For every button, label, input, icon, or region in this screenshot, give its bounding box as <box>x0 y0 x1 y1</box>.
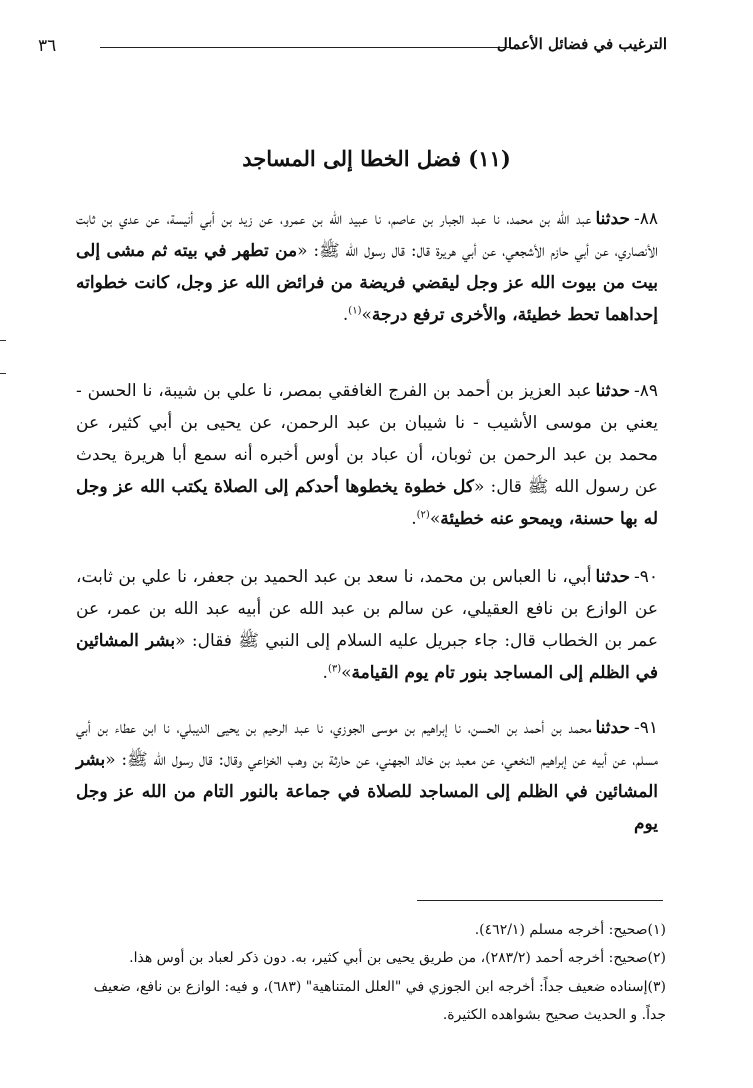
hadith-quote-close: » <box>429 509 441 529</box>
running-title: الترغيب في فضائل الأعمال <box>496 35 667 53</box>
footnote-1: (١)صحيح: أخرجه مسلم (٤٦٢/١). <box>474 922 666 938</box>
hadith-quote-close: » <box>341 663 352 683</box>
footnote-separator <box>417 900 663 901</box>
footnotes <box>76 916 666 1029</box>
running-header <box>38 34 667 60</box>
footnote-3: (٣)إسناده ضعيف جداً: أخرجه ابن الجوزي في "العلل المتناهية" (٦٨٣)، و فيه: الوازع بن نافع، ضعيف جداً. و الحديث صحيح بشواهده الكثيرة. <box>93 979 666 1023</box>
header-rule <box>100 47 515 48</box>
hadith-number: ٩٠- <box>633 567 658 587</box>
hadith-end: . <box>322 663 328 683</box>
hadith-lead-word: حدثنا <box>595 209 630 229</box>
footnote-ref: (٢) <box>416 509 430 521</box>
footnote-ref: (١) <box>348 305 362 317</box>
hadith-isnad: عبد الله بن محمد، نا عبد الجبار بن عاصم، نا عبيد الله بن عمرو، عن زيد بن أبي أنيسة، عن عدي بن ثابت الأنصاري، عن أبي حازم الأشجعي، عن أبي هريرة قال: قال رسول الله ﷺ: « <box>76 209 658 261</box>
hadith-matn: كل خطوة يخطوها أحدكم إلى الصلاة يكتب الله عز وجل له بها حسنة، ويمحو عنه خطيئة <box>76 477 658 529</box>
hadith-paragraph <box>76 712 658 840</box>
hadith-isnad: عبد العزيز بن أحمد بن الفرج الغافقي بمصر، نا علي بن شيبة، نا الحسن - يعني بن موسى الأشيب - نا شيبان بن عبد الرحمن، عن يحيى بن أبي كثير، عن محمد بن عبد الرحمن بن ثوبان، أن عباد بن أوس أخبره أنه سمع أبا هريرة يحدث عن رسول الله ﷺ قال: « <box>76 381 658 497</box>
hadith-number: ٩١- <box>633 718 658 738</box>
chapter-title: (١١) فضل الخطا إلى المساجد <box>242 146 511 171</box>
hadith-paragraph <box>76 561 658 689</box>
hadith-end: . <box>411 509 417 529</box>
hadith-end: . <box>342 305 349 325</box>
hadith-lead-word: حدثنا <box>595 718 630 738</box>
hadith-lead-word: حدثنا <box>595 567 630 587</box>
hadith-quote-close: » <box>361 305 372 325</box>
hadith-number: ٨٨- <box>633 209 658 229</box>
scan-edge-mark <box>0 340 6 341</box>
footnote-ref: (٣) <box>327 663 342 675</box>
hadith-paragraph <box>76 375 658 535</box>
hadith-matn: بشر المشائين في الظلم إلى المساجد للصلاة في جماعة بالنور التام من الله عز وجل يوم <box>76 750 658 834</box>
hadith-matn: من تطهر في بيته ثم مشى إلى بيت من بيوت الله عز وجل ليقضي فريضة من فرائض الله عز وجل، كانت خطواته إحداهما تحط خطيئة، والأخرى ترفع درجة <box>76 241 658 325</box>
hadith-matn: بشر المشائين في الظلم إلى المساجد بنور تام يوم القيامة <box>76 631 658 683</box>
page-number: ٣٦ <box>38 36 57 56</box>
hadith-number: ٨٩- <box>633 381 658 401</box>
hadith-lead-word: حدثنا <box>595 381 630 401</box>
hadith-isnad: أبي، نا العباس بن محمد، نا سعد بن عبد الحميد بن جعفر، نا علي بن ثابت، عن الوازع بن نافع العقيلي، عن سالم بن عبد الله عن أبيه عبد الله بن عمر، عن عمر بن الخطاب قال: جاء جبريل عليه السلام إلى النبي ﷺ فقال: « <box>76 567 659 651</box>
scan-edge-mark <box>0 373 6 374</box>
hadith-paragraph <box>76 203 658 331</box>
footnote-2: (٢)صحيح: أخرجه أحمد (٢٨٣/٢)، من طريق يحيى بن أبي كثير، به. دون ذكر لعباد بن أوس هذا. <box>129 950 666 966</box>
hadith-isnad: محمد بن أحمد بن الحسن، نا إبراهيم بن موسى الجوزي، نا عبد الرحيم بن يحيى الديبلي، نا ابن عطاء بن أبي مسلم، عن أبيه عن إبراهيم النخعي، عن معبد بن خالد الجهني، عن حارثة بن وهب الخزاعي وقال: قال رسول الله ﷺ: « <box>76 718 658 770</box>
